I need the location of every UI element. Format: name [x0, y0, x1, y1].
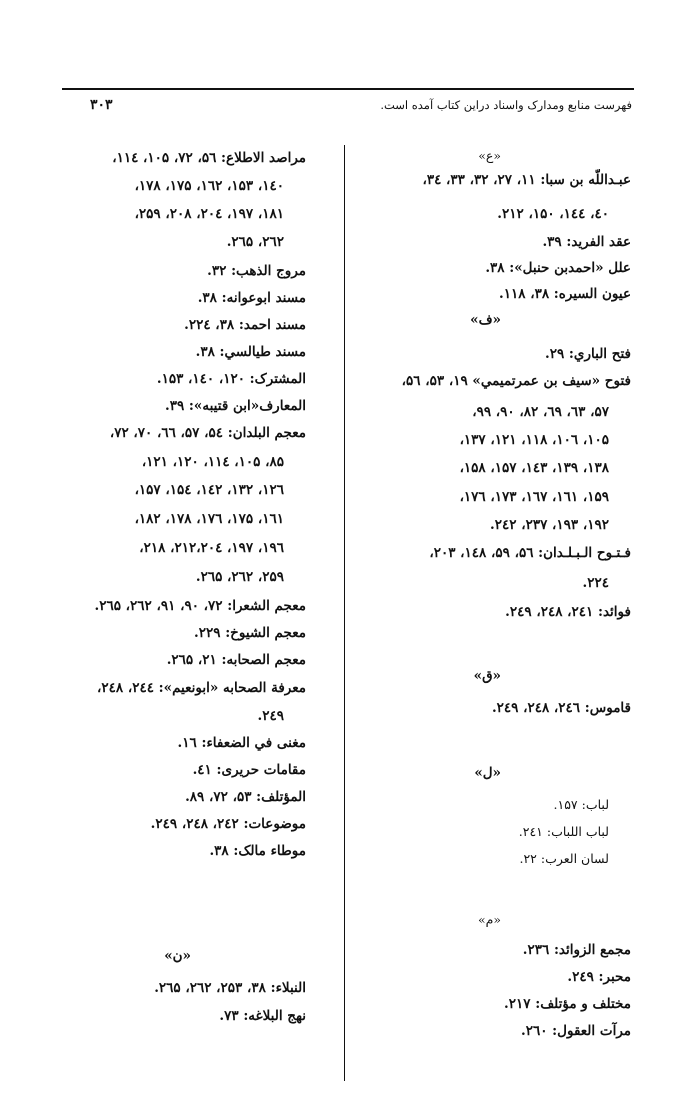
section-letter-ain: «ع»	[478, 148, 501, 163]
page-number: ۳۰۳	[90, 97, 113, 113]
section-letter-nun: «ن»	[164, 948, 191, 964]
index-entry-continued: ۱٦۱، ۱۷۵، ۱۷٦، ۱۷۸، ۱۸۲،	[134, 511, 284, 527]
index-entry: مسند ابوعوانه: ۳۸.	[197, 290, 306, 306]
index-entry: لباب اللباب: ۲٤۱.	[518, 824, 609, 839]
index-entry: مختلف و مؤتلف: ۲۱۷.	[504, 996, 631, 1012]
index-entry: المعارف«ابن قتيبه»: ۳۹.	[165, 398, 306, 414]
index-entry: مرآت العقول: ۲٦۰.	[521, 1023, 631, 1039]
section-letter-lam: «ل»	[474, 765, 501, 781]
index-entry: معجم الصحابه: ۲۱، ۲٦۵.	[166, 652, 306, 668]
index-entry: معرفة الصحابه «ابونعيم»: ۲٤٤، ۲٤۸،	[97, 680, 306, 696]
index-entry-continued: ۱۰۵، ۱۰٦، ۱۱۸، ۱۲۱، ۱۳۷،	[459, 432, 609, 448]
index-entry-continued: ۱۹۲، ۱۹۳، ۲۳۷، ۲٤۲.	[490, 517, 609, 533]
index-entry-continued: ٤۰، ۱٤٤، ۱۵۰، ۲۱۲.	[497, 206, 609, 222]
index-entry: مسند احمد: ۳۸، ۲۲٤.	[184, 317, 306, 333]
section-letter-mim: «م»	[477, 912, 501, 927]
index-entry: فتوح «سيف بن عمرتميمي» ۱۹، ۵۳، ۵٦،	[401, 373, 631, 389]
index-entry: المؤتلف: ۵۳، ۷۲، ۸۹.	[185, 789, 306, 805]
index-entry: عقد الفريد: ۳۹.	[542, 234, 631, 250]
index-entry: معجم الشيوخ: ۲۲۹.	[194, 625, 306, 641]
index-entry: لباب: ۱۵۷.	[553, 797, 609, 812]
index-entry-continued: ۱٤۰، ۱۵۳، ۱٦۲، ۱۷۵، ۱۷۸،	[134, 178, 284, 194]
index-entry: مقامات حريری: ٤۱.	[192, 762, 306, 778]
index-entry: مسند طيالسي: ۳۸.	[195, 344, 306, 360]
index-entry-continued: ۲٤۹.	[257, 708, 284, 724]
index-entry: علل «احمدبن حنبل»: ۳۸.	[485, 260, 631, 276]
page-header	[62, 88, 634, 122]
index-entry-continued: ۵۷، ٦۳، ٦۹، ۸۲، ۹۰، ۹۹،	[472, 404, 609, 420]
index-entry: لسان العرب: ۲۲.	[519, 851, 609, 866]
index-entry-continued: ۱۸۱، ۱۹۷، ۲۰٤، ۲۰۸، ۲۵۹،	[134, 206, 284, 222]
index-entry-continued: ۲۵۹، ۲٦۲، ۲٦۵.	[195, 569, 284, 585]
column-divider	[344, 145, 345, 1081]
index-entry: معجم الشعرا: ۷۲، ۹۰، ۹۱، ۲٦۲، ۲٦۵.	[94, 598, 306, 614]
running-title: فهرست منابع ومدارک واسناد دراین کتاب آمده است.	[380, 98, 632, 112]
index-entry-continued: ۱۵۹، ۱٦۱، ۱٦۷، ۱۷۳، ۱۷٦،	[459, 489, 609, 505]
index-entry: فتح الباري: ۲۹.	[545, 346, 631, 362]
index-entry: مروج الذهب: ۳۲.	[207, 263, 306, 279]
index-entry: فوائد: ۲٤۱، ۲٤۸، ۲٤۹.	[505, 604, 631, 620]
index-entry: معجم البلدان: ۵٤، ۵۷، ٦٦، ۷۰، ۷۲،	[109, 425, 306, 441]
index-entry-continued: ۱۳۸، ۱۳۹، ۱٤۳، ۱۵۷، ۱۵۸،	[459, 460, 609, 476]
header-rule	[62, 88, 634, 90]
index-entry-continued: ۸۵، ۱۰۵، ۱۱٤، ۱۲۰، ۱۲۱،	[141, 454, 284, 470]
index-entry: محبر: ۲٤۹.	[567, 969, 631, 985]
index-entry: عيون السيره: ۳۸، ۱۱۸.	[499, 286, 631, 302]
index-entry: مغنى في الضعفاء: ۱٦.	[177, 735, 306, 751]
section-letter-fa: «ف»	[470, 312, 501, 328]
section-letter-qaf: «ق»	[473, 668, 501, 684]
index-entry: عبـداللّه بن سبا: ۱۱، ۲۷، ۳۲، ۳۳، ۳٤،	[422, 172, 631, 188]
index-entry-continued: ۱۹٦، ۱۹۷، ۲۰٤،۲۱۲، ۲۱۸،	[139, 540, 284, 556]
index-entry: قاموس: ۲٤٦، ۲٤۸، ۲٤۹.	[491, 700, 631, 716]
index-entry: المشترک: ۱۲۰، ۱٤۰، ۱۵۳.	[156, 371, 306, 387]
index-entry: نهج البلاغه: ۷۳.	[219, 1008, 306, 1024]
index-entry-continued: ۱۲٦، ۱۳۲، ۱٤۲، ۱۵٤، ۱۵۷،	[134, 482, 284, 498]
index-entry: فـتـوح الـبـلـدان: ۵٦، ۵۹، ۱٤۸، ۲۰۳،	[429, 545, 631, 561]
index-entry: النبلاء: ۳۸، ۲۵۳، ۲٦۲، ۲٦۵.	[154, 980, 306, 996]
index-entry: موطاء مالک: ۳۸.	[209, 843, 306, 859]
index-entry-continued: ۲٦۲، ۲٦۵.	[226, 234, 284, 250]
index-entry: مجمع الزوائد: ۲۳٦.	[522, 942, 631, 958]
index-entry-continued: ۲۲٤.	[582, 575, 609, 591]
index-entry: مراصد الاطلاع: ۵٦، ۷۲، ۱۰۵، ۱۱٤،	[112, 150, 306, 166]
index-entry: موضوعات: ۲٤۲، ۲٤۸، ۲٤۹.	[150, 816, 306, 832]
